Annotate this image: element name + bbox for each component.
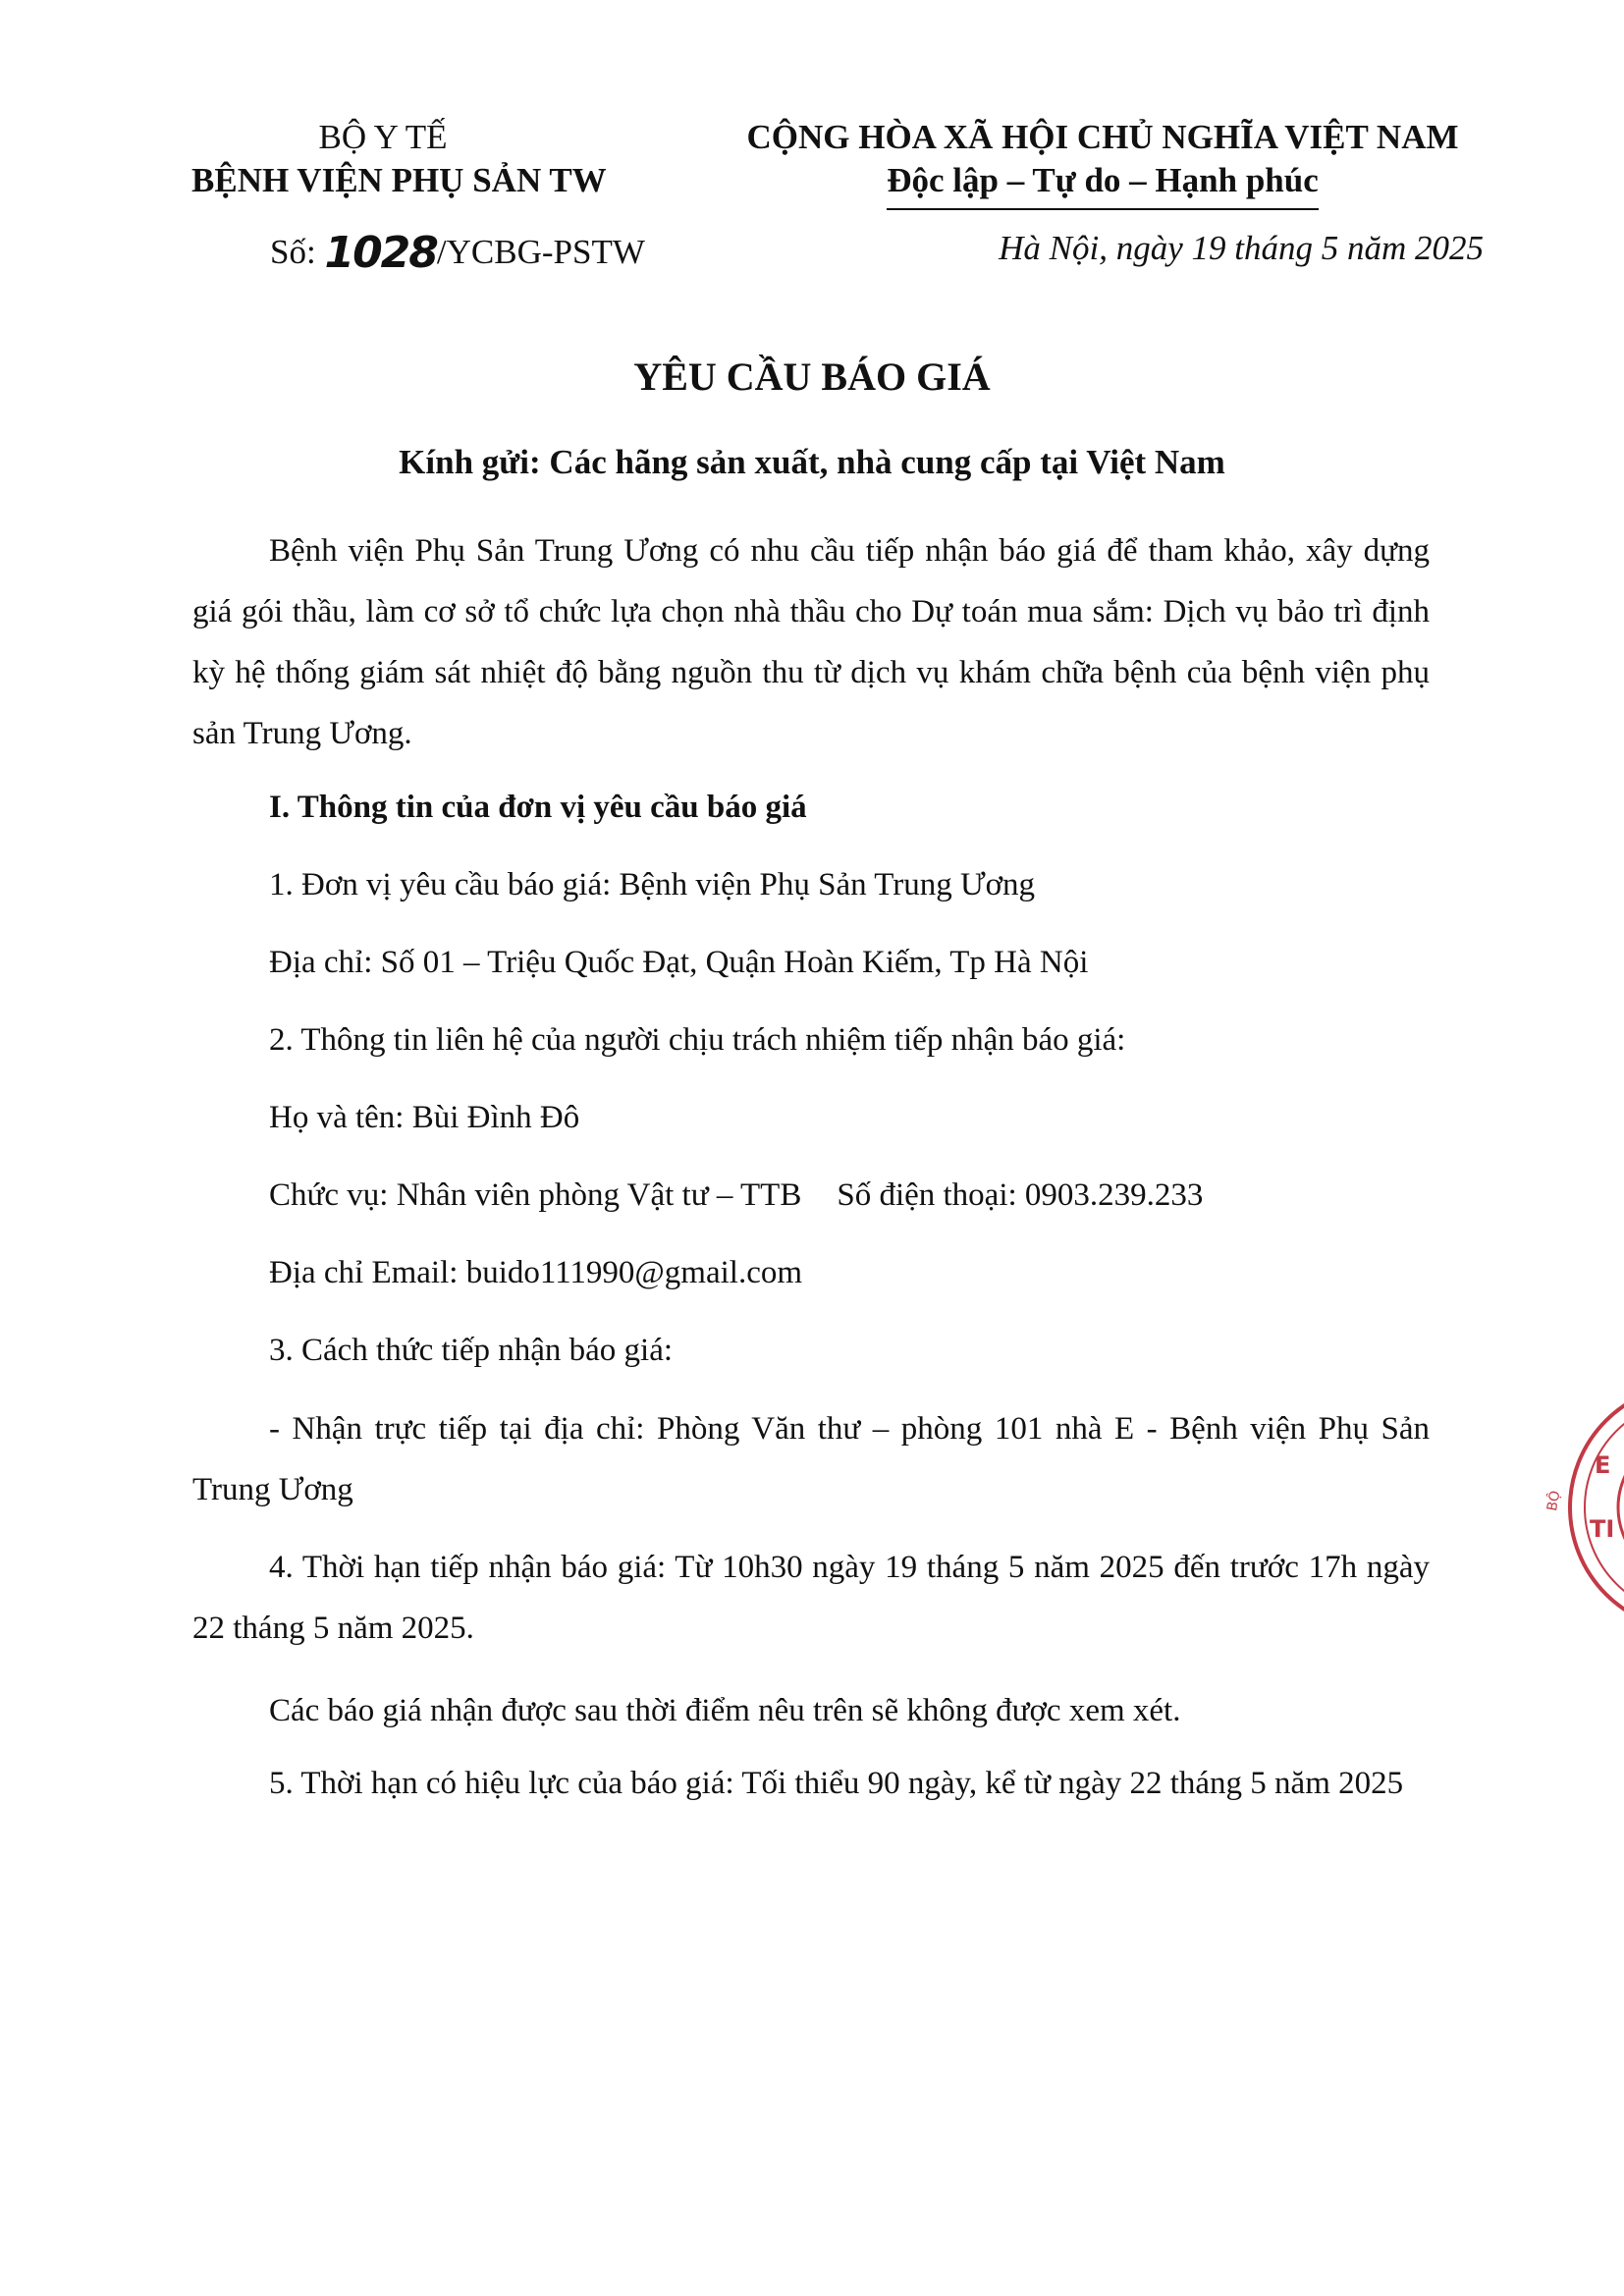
contact-heading: 2. Thông tin liên hệ của người chịu trách nhiệm tiếp nhận báo giá: (269, 1022, 1126, 1058)
contact-name: Họ và tên: Bùi Đình Đô (269, 1100, 580, 1135)
method-detail: - Nhận trực tiếp tại địa chỉ: Phòng Văn thư – phòng 101 nhà E - Bệnh viện Phụ Sản Trung Ương (192, 1411, 1430, 1507)
national-header (715, 116, 1490, 202)
unit-address: Địa chỉ: Số 01 – Triệu Quốc Đạt, Quận Hoàn Kiếm, Tp Hà Nội (269, 945, 1089, 980)
contact-position: Chức vụ: Nhân viên phòng Vật tư – TTB (269, 1177, 802, 1213)
document-number-handwritten: 1028 (324, 228, 437, 278)
svg-text:E: E (1595, 1451, 1611, 1479)
hospital-name: BỆNH VIỆN PHỤ SẢN TW (191, 161, 607, 199)
requesting-unit: 1. Đơn vị yêu cầu báo giá: Bệnh viện Phụ Sản Trung Ương (269, 867, 1036, 902)
issuer-block (191, 116, 607, 202)
document-number-prefix: Số: (270, 233, 325, 271)
contact-position-line (269, 1176, 1203, 1216)
svg-text:BỘ: BỘ (1544, 1489, 1564, 1512)
contact-phone: Số điện thoại: 0903.239.233 (837, 1177, 1204, 1213)
place-date: Hà Nội, ngày 19 tháng 5 năm 2025 (999, 229, 1484, 267)
ministry-name: BỘ Y TẾ (318, 118, 448, 156)
document-number-suffix: /YCBG-PSTW (436, 233, 645, 271)
document-number (270, 228, 645, 280)
national-motto: Độc lập – Tự do – Hạnh phúc (887, 159, 1319, 210)
contact-email: Địa chỉ Email: buido111990@gmail.com (269, 1255, 803, 1290)
section-heading: I. Thông tin của đơn vị yêu cầu báo giá (269, 790, 807, 825)
intro-paragraph: Bệnh viện Phụ Sản Trung Ương có nhu cầu tiếp nhận báo giá để tham khảo, xây dựng giá gói thầu, làm cơ sở tổ chức lựa chọn nhà thầu cho Dự toán mua sắm: Dịch vụ bảo trì định kỳ hệ thống giám sát nhiệt độ bằng nguồn thu từ dịch vụ khám chữa bệnh của bệnh viện phụ sản Trung Ương. (192, 533, 1430, 751)
seal-stamp (1536, 1380, 1624, 1635)
method-heading: 3. Cách thức tiếp nhận báo giá: (269, 1333, 674, 1368)
deadline-paragraph: 4. Thời hạn tiếp nhận báo giá: Từ 10h30 ngày 19 tháng 5 năm 2025 đến trước 17h ngày 22 tháng 5 năm 2025. (192, 1550, 1430, 1646)
country-name: CỘNG HÒA XÃ HỘI CHỦ NGHĨA VIỆT NAM (746, 118, 1459, 156)
svg-text:TI: TI (1590, 1515, 1615, 1543)
document-title: YÊU CẦU BÁO GIÁ (633, 355, 991, 399)
late-note: Các báo giá nhận được sau thời điểm nêu trên sẽ không được xem xét. (269, 1693, 1181, 1728)
validity-paragraph: 5. Thời hạn có hiệu lực của báo giá: Tối thiểu 90 ngày, kể từ ngày 22 tháng 5 năm 2025 (269, 1766, 1404, 1801)
recipient-line: Kính gửi: Các hãng sản xuất, nhà cung cấp tại Việt Nam (399, 443, 1225, 481)
